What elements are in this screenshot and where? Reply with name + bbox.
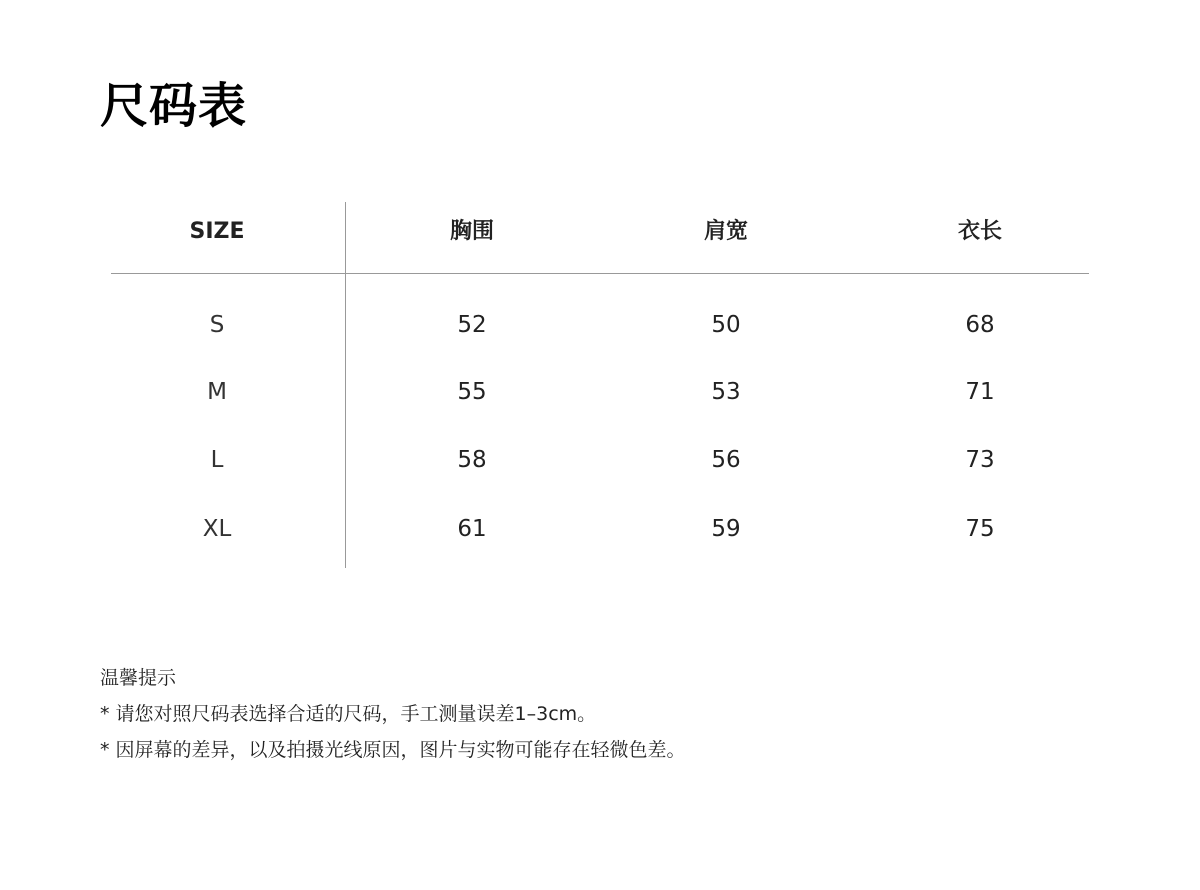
table-header-row <box>111 212 1089 252</box>
shoulder-value: 56 <box>711 447 741 473</box>
chest-value: 58 <box>457 447 487 473</box>
size-label: XL <box>202 516 232 542</box>
header-shoulder: 肩宽 <box>703 219 748 244</box>
table-row <box>111 440 1089 480</box>
shoulder-value: 59 <box>711 516 741 542</box>
tip-item: * 因屏幕的差异，以及拍摄光线原因，图片与实物可能存在轻微色差。 <box>100 739 686 761</box>
size-table <box>111 202 1089 568</box>
shoulder-value: 50 <box>711 312 741 338</box>
length-value: 68 <box>965 312 995 338</box>
header-chest: 胸围 <box>449 219 494 244</box>
chest-value: 61 <box>457 516 487 542</box>
chest-value: 55 <box>457 379 487 405</box>
table-row <box>111 372 1089 412</box>
length-value: 75 <box>965 516 995 542</box>
chest-value: 52 <box>457 312 487 338</box>
table-row <box>111 509 1089 549</box>
size-label: M <box>207 379 227 405</box>
length-value: 71 <box>965 379 995 405</box>
page-title: 尺码表 <box>100 78 248 134</box>
header-divider <box>111 273 1089 274</box>
header-length: 衣长 <box>957 219 1002 244</box>
tip-item: * 请您对照尺码表选择合适的尺码，手工测量误差1–3cm。 <box>100 703 597 725</box>
size-label: S <box>209 312 225 338</box>
header-size: SIZE <box>189 219 245 244</box>
tips-heading: 温馨提示 <box>100 667 177 689</box>
size-label: L <box>210 447 224 473</box>
tips-section <box>100 660 686 768</box>
shoulder-value: 53 <box>711 379 741 405</box>
length-value: 73 <box>965 447 995 473</box>
table-row <box>111 305 1089 345</box>
